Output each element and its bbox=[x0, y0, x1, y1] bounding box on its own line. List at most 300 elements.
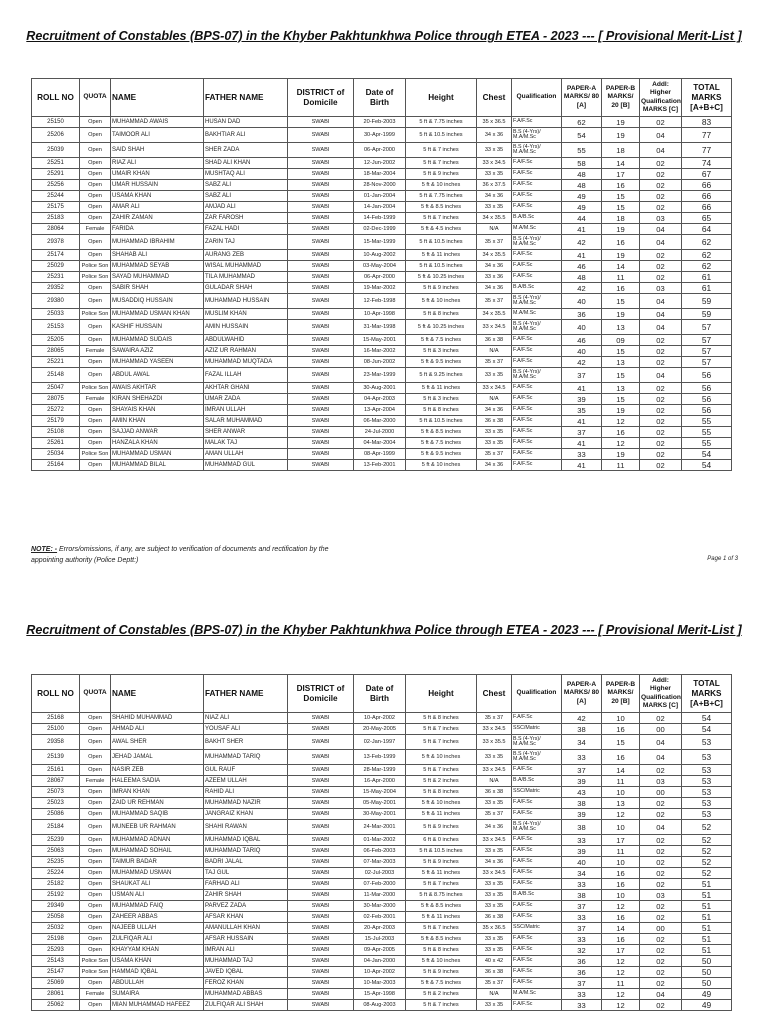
cell-addl-marks: 02 bbox=[640, 427, 682, 438]
cell-paper-b: 19 bbox=[602, 224, 640, 235]
cell-quota: Police Son bbox=[80, 967, 111, 978]
cell-father-name: FAZAL ILLAH bbox=[204, 368, 288, 383]
table-row bbox=[32, 967, 732, 978]
cell-father-name: AFSAR HUSSAIN bbox=[204, 934, 288, 945]
cell-total: 77 bbox=[682, 143, 732, 158]
cell-qualification: F.A/F.Sc bbox=[512, 835, 562, 846]
cell-district: SWABI bbox=[288, 438, 354, 449]
cell-qualification: B.S (4-Yrs)/ M.A/M.Sc bbox=[512, 368, 562, 383]
cell-roll-no: 25179 bbox=[32, 416, 80, 427]
cell-chest: N/A bbox=[477, 394, 512, 405]
cell-paper-b: 12 bbox=[602, 809, 640, 820]
cell-paper-b: 14 bbox=[602, 158, 640, 169]
cell-addl-marks: 02 bbox=[640, 956, 682, 967]
cell-father-name: FARHAD ALI bbox=[204, 879, 288, 890]
cell-father-name: MUHAMMAD HUSSAIN bbox=[204, 294, 288, 309]
cell-qualification: F.A/F.Sc bbox=[512, 912, 562, 923]
cell-district: SWABI bbox=[288, 394, 354, 405]
cell-dob: 02-Dec-1999 bbox=[354, 224, 406, 235]
cell-quota: Open bbox=[80, 283, 111, 294]
cell-quota: Open bbox=[80, 1000, 111, 1011]
cell-height: 5 ft & 7.75 inches bbox=[406, 191, 477, 202]
cell-dob: 16-Mar-2002 bbox=[354, 346, 406, 357]
cell-total: 56 bbox=[682, 405, 732, 416]
table-row bbox=[32, 320, 732, 335]
cell-name: KHAYYAM KHAN bbox=[111, 945, 204, 956]
cell-roll-no: 25175 bbox=[32, 202, 80, 213]
cell-dob: 24-Jul-2000 bbox=[354, 427, 406, 438]
cell-addl-marks: 04 bbox=[640, 143, 682, 158]
cell-quota: Open bbox=[80, 912, 111, 923]
cell-father-name: MUHAMMAD IQBAL bbox=[204, 835, 288, 846]
cell-qualification: B.S (4-Yrs)/ M.A/M.Sc bbox=[512, 294, 562, 309]
cell-height: 5 ft & 7 inches bbox=[406, 143, 477, 158]
cell-father-name: AMANULLAH KHAN bbox=[204, 923, 288, 934]
cell-district: SWABI bbox=[288, 912, 354, 923]
cell-district: SWABI bbox=[288, 383, 354, 394]
cell-father-name: JAVED IQBAL bbox=[204, 967, 288, 978]
cell-addl-marks: 02 bbox=[640, 879, 682, 890]
cell-height: 5 ft & 10 inches bbox=[406, 956, 477, 967]
cell-height: 5 ft & 8.5 inches bbox=[406, 901, 477, 912]
cell-total: 55 bbox=[682, 416, 732, 427]
cell-qualification: F.A/F.Sc bbox=[512, 180, 562, 191]
cell-paper-a: 39 bbox=[562, 809, 602, 820]
cell-qualification: F.A/F.Sc bbox=[512, 879, 562, 890]
cell-addl-marks: 04 bbox=[640, 294, 682, 309]
cell-total: 51 bbox=[682, 923, 732, 934]
cell-quota: Open bbox=[80, 143, 111, 158]
cell-total: 66 bbox=[682, 180, 732, 191]
table-row bbox=[32, 978, 732, 989]
cell-roll-no: 28067 bbox=[32, 776, 80, 787]
cell-total: 51 bbox=[682, 879, 732, 890]
cell-chest: 33 x 34.5 bbox=[477, 765, 512, 776]
table-row bbox=[32, 820, 732, 835]
cell-paper-b: 11 bbox=[602, 460, 640, 471]
cell-chest: 33 x 35 bbox=[477, 438, 512, 449]
cell-total: 56 bbox=[682, 383, 732, 394]
table-row bbox=[32, 180, 732, 191]
cell-roll-no: 28064 bbox=[32, 224, 80, 235]
cell-paper-b: 15 bbox=[602, 368, 640, 383]
cell-father-name: AURANG ZEB bbox=[204, 250, 288, 261]
cell-paper-a: 41 bbox=[562, 438, 602, 449]
cell-addl-marks: 02 bbox=[640, 912, 682, 923]
cell-dob: 04-Apr-2003 bbox=[354, 394, 406, 405]
cell-name: SAID SHAH bbox=[111, 143, 204, 158]
cell-qualification: B.A/B.Sc bbox=[512, 776, 562, 787]
cell-dob: 30-Apr-1999 bbox=[354, 128, 406, 143]
table-row bbox=[32, 405, 732, 416]
cell-district: SWABI bbox=[288, 967, 354, 978]
cell-name: AWAL SHER bbox=[111, 735, 204, 750]
cell-total: 53 bbox=[682, 787, 732, 798]
cell-father-name: MALAK TAJ bbox=[204, 438, 288, 449]
cell-district: SWABI bbox=[288, 901, 354, 912]
cell-name: SAWAIRA AZIZ bbox=[111, 346, 204, 357]
cell-name: SHAHAB ALI bbox=[111, 250, 204, 261]
cell-chest: 36 x 38 bbox=[477, 787, 512, 798]
cell-paper-a: 40 bbox=[562, 294, 602, 309]
cell-roll-no: 25073 bbox=[32, 787, 80, 798]
cell-father-name: HUSAN DAD bbox=[204, 117, 288, 128]
cell-father-name: BAKHT SHER bbox=[204, 735, 288, 750]
cell-district: SWABI bbox=[288, 934, 354, 945]
cell-total: 51 bbox=[682, 901, 732, 912]
cell-district: SWABI bbox=[288, 235, 354, 250]
cell-district: SWABI bbox=[288, 128, 354, 143]
cell-paper-b: 15 bbox=[602, 346, 640, 357]
cell-roll-no: 25086 bbox=[32, 809, 80, 820]
cell-name: HAMMAD IQBAL bbox=[111, 967, 204, 978]
cell-height: 5 ft & 3 inches bbox=[406, 346, 477, 357]
cell-district: SWABI bbox=[288, 224, 354, 235]
cell-chest: N/A bbox=[477, 989, 512, 1000]
cell-name: USAMA KHAN bbox=[111, 191, 204, 202]
cell-total: 54 bbox=[682, 724, 732, 735]
cell-paper-b: 12 bbox=[602, 416, 640, 427]
cell-quota: Open bbox=[80, 868, 111, 879]
cell-dob: 16-Apr-2000 bbox=[354, 776, 406, 787]
cell-total: 57 bbox=[682, 320, 732, 335]
cell-total: 55 bbox=[682, 427, 732, 438]
cell-height: 5 ft & 10.25 inches bbox=[406, 272, 477, 283]
cell-qualification: F.A/F.Sc bbox=[512, 846, 562, 857]
cell-qualification: F.A/F.Sc bbox=[512, 956, 562, 967]
cell-father-name: MUHAMMAD NAZIR bbox=[204, 798, 288, 809]
cell-qualification: SSC/Matric bbox=[512, 787, 562, 798]
cell-district: SWABI bbox=[288, 250, 354, 261]
cell-chest: 35 x 36.5 bbox=[477, 923, 512, 934]
cell-name: JEHAD JAMAL bbox=[111, 750, 204, 765]
cell-chest: 33 x 35 bbox=[477, 934, 512, 945]
cell-paper-b: 10 bbox=[602, 820, 640, 835]
cell-paper-b: 13 bbox=[602, 357, 640, 368]
cell-quota: Police Son bbox=[80, 272, 111, 283]
cell-district: SWABI bbox=[288, 213, 354, 224]
cell-paper-a: 36 bbox=[562, 956, 602, 967]
cell-qualification: B.S (4-Yrs)/ M.A/M.Sc bbox=[512, 128, 562, 143]
cell-quota: Police Son bbox=[80, 309, 111, 320]
cell-addl-marks: 02 bbox=[640, 158, 682, 169]
cell-roll-no: 29349 bbox=[32, 901, 80, 912]
cell-height: 5 ft & 11 inches bbox=[406, 809, 477, 820]
cell-total: 59 bbox=[682, 309, 732, 320]
cell-roll-no: 25235 bbox=[32, 857, 80, 868]
cell-paper-a: 48 bbox=[562, 272, 602, 283]
cell-total: 50 bbox=[682, 956, 732, 967]
cell-name: MUHAMMAD AWAIS bbox=[111, 117, 204, 128]
cell-total: 49 bbox=[682, 989, 732, 1000]
cell-dob: 09-Apr-2005 bbox=[354, 945, 406, 956]
cell-dob: 18-Mar-2004 bbox=[354, 169, 406, 180]
cell-addl-marks: 04 bbox=[640, 224, 682, 235]
cell-quota: Open bbox=[80, 335, 111, 346]
cell-qualification: F.A/F.Sc bbox=[512, 335, 562, 346]
cell-paper-a: 40 bbox=[562, 346, 602, 357]
cell-chest: 33 x 35 bbox=[477, 1000, 512, 1011]
header-father-name: FATHER NAME bbox=[204, 675, 288, 713]
cell-district: SWABI bbox=[288, 346, 354, 357]
cell-quota: Open bbox=[80, 169, 111, 180]
table-header-row bbox=[32, 79, 732, 117]
cell-quota: Open bbox=[80, 765, 111, 776]
cell-addl-marks: 04 bbox=[640, 368, 682, 383]
cell-height: 5 ft & 11 inches bbox=[406, 868, 477, 879]
cell-name: SAYAD MUHAMMAD bbox=[111, 272, 204, 283]
cell-roll-no: 25256 bbox=[32, 180, 80, 191]
cell-total: 52 bbox=[682, 857, 732, 868]
cell-dob: 06-Mar-2000 bbox=[354, 416, 406, 427]
cell-name: AWAIS AKHTAR bbox=[111, 383, 204, 394]
cell-roll-no: 25174 bbox=[32, 250, 80, 261]
cell-paper-a: 37 bbox=[562, 978, 602, 989]
cell-addl-marks: 04 bbox=[640, 320, 682, 335]
cell-father-name: AZIZ UR RAHMAN bbox=[204, 346, 288, 357]
cell-quota: Open bbox=[80, 820, 111, 835]
header-quota: QUOTA bbox=[80, 79, 111, 117]
cell-addl-marks: 02 bbox=[640, 180, 682, 191]
cell-roll-no: 25221 bbox=[32, 357, 80, 368]
cell-dob: 28-Mar-1999 bbox=[354, 765, 406, 776]
merit-list-page-2 bbox=[0, 590, 768, 1024]
cell-name: SAJJAD ANWAR bbox=[111, 427, 204, 438]
cell-addl-marks: 02 bbox=[640, 934, 682, 945]
cell-chest: 35 x 37 bbox=[477, 713, 512, 724]
cell-paper-a: 33 bbox=[562, 835, 602, 846]
cell-quota: Open bbox=[80, 191, 111, 202]
cell-dob: 30-Aug-2001 bbox=[354, 383, 406, 394]
cell-quota: Open bbox=[80, 724, 111, 735]
table-row bbox=[32, 272, 732, 283]
cell-addl-marks: 02 bbox=[640, 765, 682, 776]
cell-dob: 06-Feb-2003 bbox=[354, 846, 406, 857]
cell-height: 5 ft & 11 inches bbox=[406, 250, 477, 261]
cell-paper-b: 16 bbox=[602, 235, 640, 250]
cell-dob: 20-May-2005 bbox=[354, 724, 406, 735]
table-row bbox=[32, 235, 732, 250]
cell-quota: Open bbox=[80, 202, 111, 213]
cell-dob: 02-Feb-2001 bbox=[354, 912, 406, 923]
cell-height: 5 ft & 7 inches bbox=[406, 1000, 477, 1011]
cell-quota: Open bbox=[80, 857, 111, 868]
cell-height: 5 ft & 10 inches bbox=[406, 798, 477, 809]
cell-father-name: TILA MUHAMMAD bbox=[204, 272, 288, 283]
header-district: DISTRICT of Domicile bbox=[288, 675, 354, 713]
cell-name: MUHAMMAD SOHAIL bbox=[111, 846, 204, 857]
cell-addl-marks: 02 bbox=[640, 346, 682, 357]
table-row bbox=[32, 394, 732, 405]
cell-addl-marks: 02 bbox=[640, 868, 682, 879]
cell-father-name: MUSLIM KHAN bbox=[204, 309, 288, 320]
cell-paper-a: 62 bbox=[562, 117, 602, 128]
cell-total: 54 bbox=[682, 713, 732, 724]
cell-roll-no: 25291 bbox=[32, 169, 80, 180]
table-row bbox=[32, 923, 732, 934]
cell-district: SWABI bbox=[288, 261, 354, 272]
cell-father-name: AMAN ULLAH bbox=[204, 449, 288, 460]
cell-name: MUNEEB UR RAHMAN bbox=[111, 820, 204, 835]
cell-name: HALEEMA SADIA bbox=[111, 776, 204, 787]
header-dob: Date of Birth bbox=[354, 79, 406, 117]
table-row bbox=[32, 460, 732, 471]
cell-district: SWABI bbox=[288, 309, 354, 320]
cell-roll-no: 25148 bbox=[32, 368, 80, 383]
cell-chest: 33 x 34.5 bbox=[477, 724, 512, 735]
cell-total: 55 bbox=[682, 438, 732, 449]
table-row bbox=[32, 1000, 732, 1011]
cell-total: 51 bbox=[682, 934, 732, 945]
header-chest: Chest bbox=[477, 79, 512, 117]
cell-paper-a: 41 bbox=[562, 224, 602, 235]
cell-height: 5 ft & 8.75 inches bbox=[406, 890, 477, 901]
table-row bbox=[32, 798, 732, 809]
cell-roll-no: 25231 bbox=[32, 272, 80, 283]
cell-chest: 35 x 37 bbox=[477, 235, 512, 250]
cell-dob: 08-Jun-2002 bbox=[354, 357, 406, 368]
cell-name: KIRAN SHEHAZDI bbox=[111, 394, 204, 405]
cell-father-name: SHAHI RAWAN bbox=[204, 820, 288, 835]
cell-dob: 10-Mar-2003 bbox=[354, 978, 406, 989]
merit-table-body bbox=[32, 117, 732, 471]
table-row bbox=[32, 724, 732, 735]
cell-height: 5 ft & 7.5 inches bbox=[406, 978, 477, 989]
cell-district: SWABI bbox=[288, 169, 354, 180]
cell-paper-b: 19 bbox=[602, 405, 640, 416]
cell-dob: 02-Jul-2003 bbox=[354, 868, 406, 879]
cell-chest: 34 x 35.5 bbox=[477, 250, 512, 261]
cell-district: SWABI bbox=[288, 857, 354, 868]
cell-father-name: AFSAR KHAN bbox=[204, 912, 288, 923]
cell-name: MUHAMMAD IBRAHIM bbox=[111, 235, 204, 250]
cell-father-name: MUHAMMAD MUQTADA bbox=[204, 357, 288, 368]
cell-quota: Open bbox=[80, 945, 111, 956]
cell-chest: 33 x 35 bbox=[477, 143, 512, 158]
cell-chest: 34 x 36 bbox=[477, 820, 512, 835]
cell-roll-no: 29358 bbox=[32, 735, 80, 750]
cell-addl-marks: 03 bbox=[640, 776, 682, 787]
cell-total: 57 bbox=[682, 346, 732, 357]
cell-height: 5 ft & 8 inches bbox=[406, 787, 477, 798]
cell-district: SWABI bbox=[288, 449, 354, 460]
cell-father-name: MUHAMMAD TARIQ bbox=[204, 846, 288, 857]
cell-name: MUSADDIQ HUSSAIN bbox=[111, 294, 204, 309]
cell-paper-b: 15 bbox=[602, 394, 640, 405]
cell-name: MUHAMMAD SEYAB bbox=[111, 261, 204, 272]
cell-height: 5 ft & 10 inches bbox=[406, 750, 477, 765]
cell-qualification: M.A/M.Sc bbox=[512, 224, 562, 235]
cell-name: SABIR SHAH bbox=[111, 283, 204, 294]
cell-addl-marks: 02 bbox=[640, 405, 682, 416]
table-row bbox=[32, 143, 732, 158]
cell-paper-a: 36 bbox=[562, 309, 602, 320]
table-row bbox=[32, 357, 732, 368]
cell-paper-a: 40 bbox=[562, 320, 602, 335]
header-name: NAME bbox=[111, 675, 204, 713]
cell-paper-b: 19 bbox=[602, 449, 640, 460]
cell-qualification: F.A/F.Sc bbox=[512, 460, 562, 471]
cell-addl-marks: 00 bbox=[640, 923, 682, 934]
header-roll-no: ROLL NO bbox=[32, 79, 80, 117]
cell-district: SWABI bbox=[288, 956, 354, 967]
cell-dob: 15-May-2004 bbox=[354, 787, 406, 798]
cell-roll-no: 25183 bbox=[32, 213, 80, 224]
cell-father-name: AMJAD ALI bbox=[204, 202, 288, 213]
cell-quota: Open bbox=[80, 923, 111, 934]
cell-dob: 04-Jan-2000 bbox=[354, 956, 406, 967]
cell-chest: 33 x 34.5 bbox=[477, 320, 512, 335]
table-row bbox=[32, 956, 732, 967]
cell-dob: 08-Apr-1999 bbox=[354, 449, 406, 460]
header-qualification: Qualification bbox=[512, 79, 562, 117]
cell-height: 5 ft & 8.5 inches bbox=[406, 427, 477, 438]
cell-father-name: AMIN HUSSAIN bbox=[204, 320, 288, 335]
cell-qualification: B.S (4-Yrs)/ M.A/M.Sc bbox=[512, 750, 562, 765]
cell-paper-b: 18 bbox=[602, 143, 640, 158]
table-row bbox=[32, 158, 732, 169]
cell-father-name: IMRAN ULLAH bbox=[204, 405, 288, 416]
cell-father-name: BAKHTIAR ALI bbox=[204, 128, 288, 143]
cell-addl-marks: 02 bbox=[640, 449, 682, 460]
cell-district: SWABI bbox=[288, 776, 354, 787]
table-row bbox=[32, 117, 732, 128]
cell-paper-b: 16 bbox=[602, 912, 640, 923]
cell-paper-a: 33 bbox=[562, 449, 602, 460]
cell-name: USMAN ALI bbox=[111, 890, 204, 901]
header-name: NAME bbox=[111, 79, 204, 117]
cell-dob: 07-Mar-2003 bbox=[354, 857, 406, 868]
cell-father-name: UMAR ZADA bbox=[204, 394, 288, 405]
cell-chest: 34 x 36 bbox=[477, 128, 512, 143]
cell-chest: 34 x 36 bbox=[477, 405, 512, 416]
cell-qualification: F.A/F.Sc bbox=[512, 978, 562, 989]
cell-name: MUHAMMAD BILAL bbox=[111, 460, 204, 471]
cell-roll-no: 25272 bbox=[32, 405, 80, 416]
cell-paper-b: 14 bbox=[602, 765, 640, 776]
cell-total: 51 bbox=[682, 912, 732, 923]
cell-chest: 33 x 35 bbox=[477, 368, 512, 383]
cell-paper-b: 11 bbox=[602, 776, 640, 787]
cell-father-name: MUHAMMAD TARIQ bbox=[204, 750, 288, 765]
cell-chest: 33 x 35 bbox=[477, 945, 512, 956]
cell-name: MUHAMMAD SAQIB bbox=[111, 809, 204, 820]
cell-height: 5 ft & 8 inches bbox=[406, 713, 477, 724]
cell-addl-marks: 02 bbox=[640, 250, 682, 261]
cell-paper-b: 16 bbox=[602, 427, 640, 438]
cell-qualification: F.A/F.Sc bbox=[512, 405, 562, 416]
cell-quota: Open bbox=[80, 460, 111, 471]
table-row bbox=[32, 416, 732, 427]
cell-name: SHAYAIS KHAN bbox=[111, 405, 204, 416]
merit-table bbox=[31, 674, 732, 1011]
cell-dob: 20-Feb-2003 bbox=[354, 117, 406, 128]
cell-dob: 28-Nov-2000 bbox=[354, 180, 406, 191]
cell-addl-marks: 02 bbox=[640, 967, 682, 978]
header-height: Height bbox=[406, 675, 477, 713]
cell-name: IMRAN KHAN bbox=[111, 787, 204, 798]
cell-quota: Female bbox=[80, 989, 111, 1000]
header-quota: QUOTA bbox=[80, 675, 111, 713]
cell-quota: Open bbox=[80, 901, 111, 912]
cell-father-name: SABZ ALI bbox=[204, 191, 288, 202]
cell-roll-no: 25192 bbox=[32, 890, 80, 901]
cell-height: 5 ft & 9 inches bbox=[406, 857, 477, 868]
cell-chest: 36 x 38 bbox=[477, 967, 512, 978]
table-row bbox=[32, 890, 732, 901]
cell-name: MUHAMMAD FAIQ bbox=[111, 901, 204, 912]
cell-addl-marks: 02 bbox=[640, 846, 682, 857]
